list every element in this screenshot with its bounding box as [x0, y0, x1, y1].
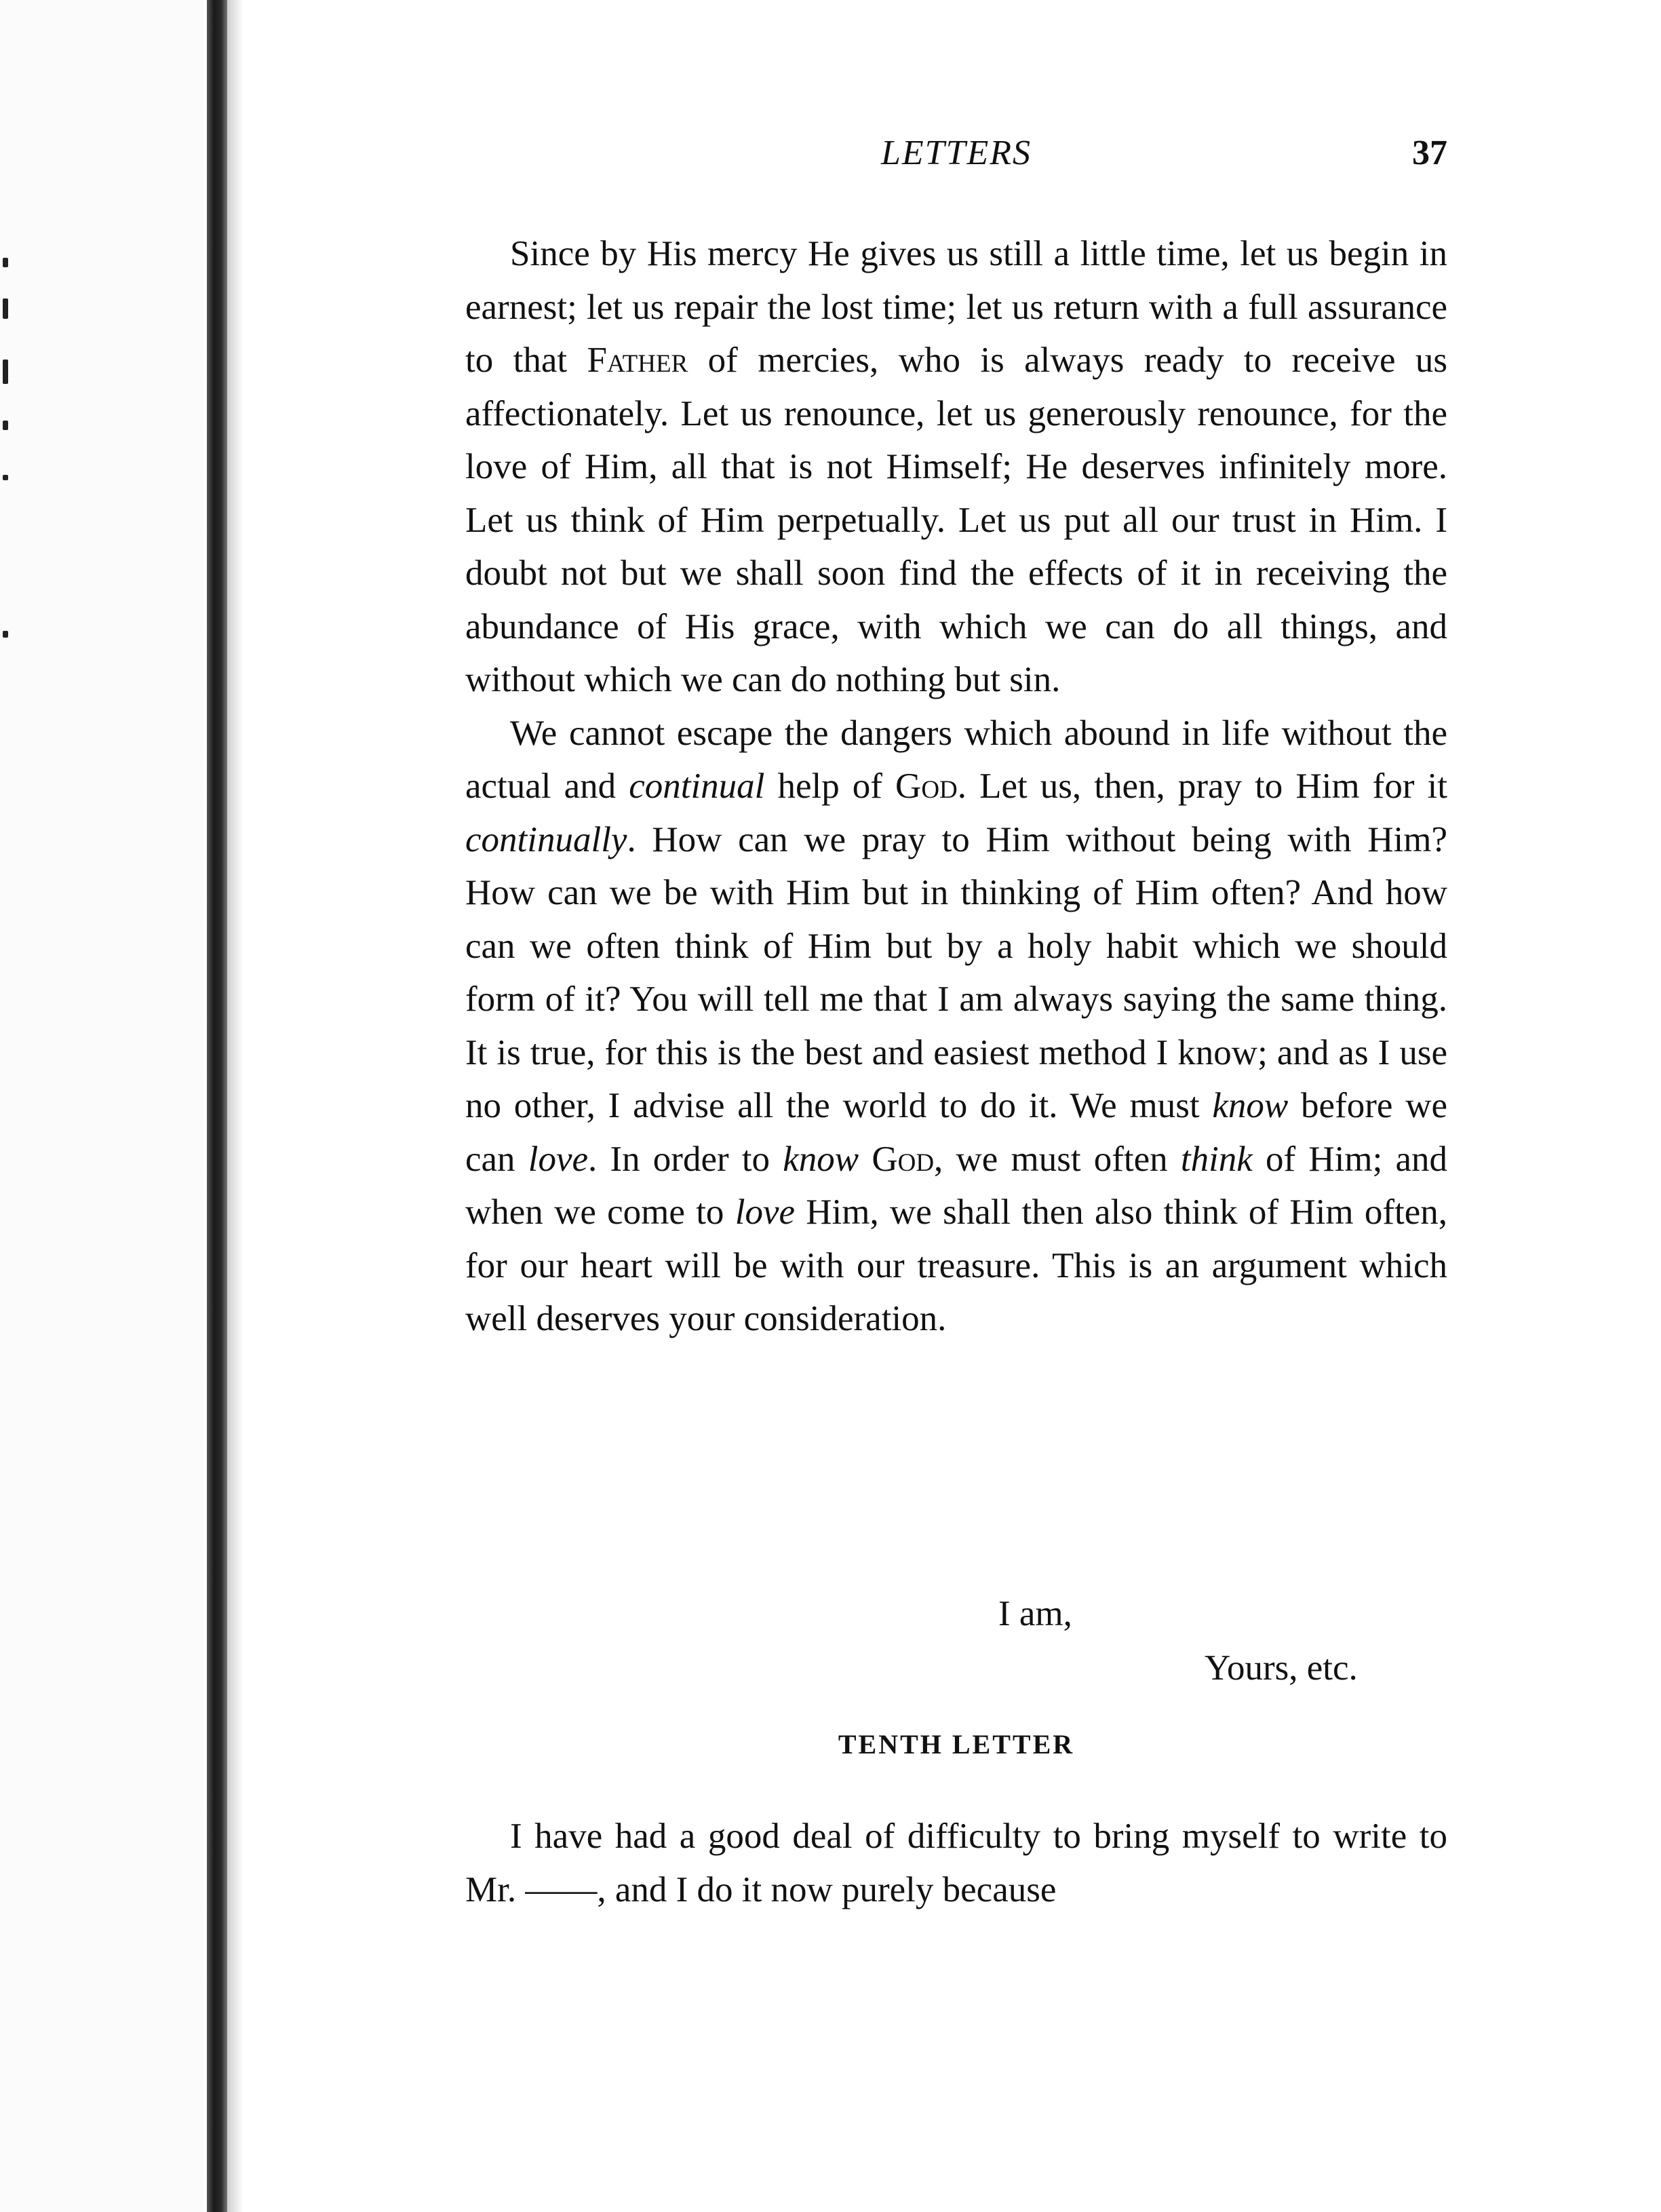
text-run	[859, 1140, 872, 1179]
running-head: LETTERS	[880, 134, 1032, 172]
closing-line-1: I am,	[998, 1594, 1072, 1633]
italic-word: love	[735, 1192, 795, 1232]
text-run: , we must often	[934, 1139, 1181, 1179]
book-gutter	[207, 0, 227, 2212]
gutter-shadow	[227, 0, 243, 2212]
small-caps-word: God	[872, 1139, 935, 1179]
text-run: Since by His mercy He gives us still a little time, let us begin in earnest; let us repair the lost time; let us return with a full assurance to that	[465, 234, 1447, 380]
text-run: We cannot escape the dangers which abound in life without the actual and	[465, 713, 1447, 806]
paragraph-3: I have had a good deal of difficulty to bring myself to write to Mr. ——, and I do it now purely because	[465, 1817, 1447, 1909]
italic-word: love	[528, 1139, 589, 1179]
body-text	[465, 227, 1447, 1346]
margin-mark	[3, 258, 8, 267]
text-run: Him, we shall then also think of Him often, for our heart will be with our treasure. This is an argument which well deserves your consideration.	[465, 1192, 1447, 1338]
italic-word: continually	[465, 819, 627, 859]
text-run: . How can we pray to Him without being with Him? How can we be with Him but in thinking of Him often? And how can we often think of Him but by a holy habit which we should form of it? You will tell me that I am always saying the same thing. It is true, for this is the best and easiest method I know; and as I use no other, I advise all the world to do it. We must	[465, 819, 1447, 1125]
text-run: . Let us, then, pray to Him for it	[957, 767, 1448, 806]
text-run: help of	[764, 767, 896, 806]
closing-line-2: Yours, etc.	[1205, 1648, 1358, 1688]
margin-mark	[3, 421, 8, 430]
text-run: . In order to	[588, 1139, 783, 1179]
small-caps-word: Father	[587, 341, 688, 380]
text-run: of Him; and when we come to	[465, 1139, 1448, 1232]
italic-word: know	[783, 1139, 859, 1179]
text-run: of mercies, who is always ready to receive us affectionately. Let us renounce, let us generously renounce, for the love of Him, all that is not Himself; He deserves infinitely more. Let us think of Him perpetually. Let us put all our trust in Him. I doubt not but we shall soon find the effects of it in receiving the abundance of His grace, with which we can do all things, and without which we can do nothing but sin.	[465, 341, 1448, 699]
text-run: before we can	[465, 1086, 1447, 1179]
italic-word: know	[1212, 1086, 1289, 1125]
section-heading: TENTH LETTER	[838, 1729, 1075, 1760]
tenth-letter-text	[465, 1810, 1447, 1916]
facing-page-edge	[0, 0, 203, 2212]
margin-mark	[3, 360, 8, 384]
page-header	[465, 133, 1447, 180]
paragraph-1	[465, 227, 1447, 707]
italic-word: continual	[629, 767, 765, 806]
italic-word: think	[1180, 1139, 1253, 1179]
small-caps-word: God	[895, 767, 958, 806]
page-number: 37	[1412, 134, 1447, 172]
margin-mark	[3, 298, 8, 319]
margin-mark	[3, 475, 8, 480]
paragraph-2	[465, 707, 1447, 1346]
margin-mark	[3, 631, 8, 638]
